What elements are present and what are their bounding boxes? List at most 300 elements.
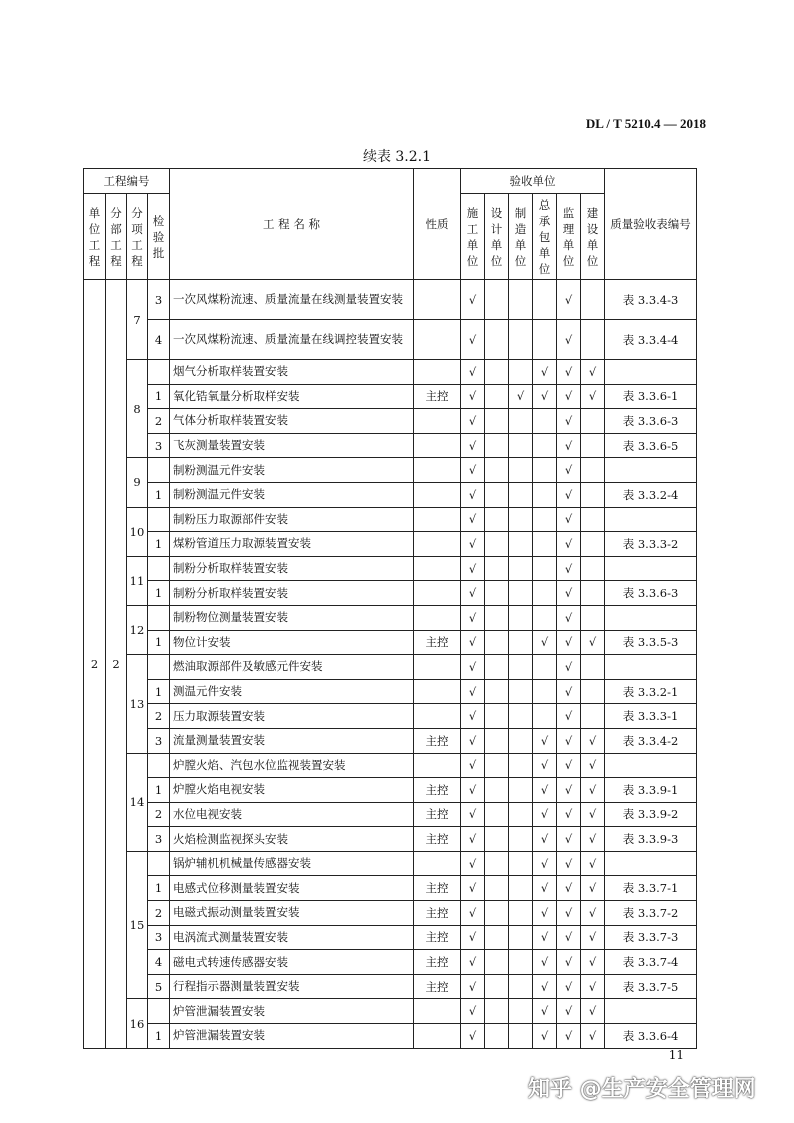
item-project-cell: 12 [127,605,148,654]
construction-check-cell: √ [461,753,485,778]
table-row [84,901,697,926]
nature-cell [414,280,461,320]
inspection-lot-cell [148,556,170,581]
table-row [84,851,697,876]
form-no-cell [605,655,697,680]
form-no-cell: 表 3.3.7-1 [605,876,697,901]
owner-check-cell [581,556,605,581]
construction-check-cell: √ [461,876,485,901]
acceptance-table [83,168,697,1049]
inspection-lot-cell [148,360,170,385]
manufacturer-check-cell [509,630,533,655]
manufacturer-check-cell [509,655,533,680]
design-check-cell [485,704,509,729]
nature-cell [414,605,461,630]
general-contractor-check-cell [533,704,557,729]
form-no-cell [605,458,697,483]
general-contractor-check-cell: √ [533,999,557,1024]
inspection-lot-cell [148,605,170,630]
header-unit-project: 单 位 工 程 [84,194,106,280]
supervision-check-cell: √ [557,827,581,852]
manufacturer-check-cell [509,778,533,803]
owner-check-cell: √ [581,974,605,999]
design-check-cell [485,679,509,704]
nature-cell: 主控 [414,925,461,950]
general-contractor-check-cell: √ [533,827,557,852]
owner-check-cell [581,532,605,557]
project-name-cell: 制粉分析取样装置安装 [170,556,414,581]
nature-cell: 主控 [414,876,461,901]
table-row [84,802,697,827]
design-check-cell [485,507,509,532]
table-row [84,1024,697,1049]
general-contractor-check-cell: √ [533,901,557,926]
table-row [84,384,697,409]
construction-check-cell: √ [461,999,485,1024]
project-name-cell: 测温元件安装 [170,679,414,704]
table-row [84,532,697,557]
header-inspection-lot: 检 验 批 [148,194,170,280]
design-check-cell [485,655,509,680]
owner-check-cell [581,507,605,532]
construction-check-cell: √ [461,1024,485,1049]
project-name-cell: 制粉物位测量装置安装 [170,605,414,630]
general-contractor-check-cell: √ [533,950,557,975]
nature-cell [414,360,461,385]
manufacturer-check-cell [509,581,533,606]
nature-cell: 主控 [414,974,461,999]
table-row [84,925,697,950]
design-check-cell [485,581,509,606]
construction-check-cell: √ [461,728,485,753]
inspection-lot-cell: 1 [148,876,170,901]
form-no-cell: 表 3.3.6-4 [605,1024,697,1049]
project-name-cell: 炉管泄漏装置安装 [170,1024,414,1049]
form-no-cell [605,605,697,630]
general-contractor-check-cell [533,507,557,532]
project-name-cell: 制粉测温元件安装 [170,482,414,507]
table-row [84,409,697,434]
owner-check-cell [581,679,605,704]
supervision-check-cell: √ [557,630,581,655]
construction-check-cell: √ [461,360,485,385]
design-check-cell [485,433,509,458]
manufacturer-check-cell: √ [509,384,533,409]
construction-check-cell: √ [461,556,485,581]
design-check-cell [485,851,509,876]
table-title: 续表 3.2.1 [362,149,432,165]
supervision-check-cell: √ [557,280,581,320]
unit-project-cell: 2 [84,280,106,1049]
inspection-lot-cell: 1 [148,679,170,704]
form-no-cell [605,999,697,1024]
inspection-lot-cell [148,507,170,532]
construction-check-cell: √ [461,950,485,975]
supervision-check-cell: √ [557,360,581,385]
manufacturer-check-cell [509,827,533,852]
form-no-cell: 表 3.3.6-5 [605,433,697,458]
item-project-cell: 16 [127,999,148,1048]
watermark: 知乎 @生产安全管理网 [528,1077,756,1102]
construction-check-cell: √ [461,605,485,630]
general-contractor-check-cell [533,433,557,458]
construction-check-cell: √ [461,482,485,507]
inspection-lot-cell: 3 [148,925,170,950]
table-row [84,482,697,507]
inspection-lot-cell: 1 [148,581,170,606]
form-no-cell: 表 3.3.7-5 [605,974,697,999]
general-contractor-check-cell [533,532,557,557]
project-name-cell: 气体分析取样装置安装 [170,409,414,434]
owner-check-cell: √ [581,876,605,901]
supervision-check-cell: √ [557,433,581,458]
header-form-no: 质量验收表编号 [605,169,697,280]
inspection-lot-cell: 3 [148,280,170,320]
nature-cell [414,433,461,458]
table-row [84,827,697,852]
inspection-lot-cell: 2 [148,409,170,434]
owner-check-cell [581,320,605,360]
project-name-cell: 电涡流式测量装置安装 [170,925,414,950]
manufacturer-check-cell [509,802,533,827]
nature-cell: 主控 [414,802,461,827]
form-no-cell [605,753,697,778]
manufacturer-check-cell [509,925,533,950]
item-project-cell: 7 [127,280,148,360]
supervision-check-cell: √ [557,581,581,606]
supervision-check-cell: √ [557,753,581,778]
form-no-cell: 表 3.3.2-4 [605,482,697,507]
table-row [84,704,697,729]
manufacturer-check-cell [509,1024,533,1049]
general-contractor-check-cell [533,409,557,434]
project-name-cell: 一次风煤粉流速、质量流量在线调控装置安装 [170,320,414,360]
construction-check-cell: √ [461,704,485,729]
form-no-cell: 表 3.3.2-1 [605,679,697,704]
general-contractor-check-cell [533,556,557,581]
construction-check-cell: √ [461,458,485,483]
general-contractor-check-cell [533,458,557,483]
table-row [84,950,697,975]
form-no-cell: 表 3.3.9-2 [605,802,697,827]
supervision-check-cell: √ [557,901,581,926]
construction-check-cell: √ [461,280,485,320]
project-name-cell: 一次风煤粉流速、质量流量在线测量装置安装 [170,280,414,320]
table-row [84,433,697,458]
design-check-cell [485,876,509,901]
table-row [84,999,697,1024]
general-contractor-check-cell: √ [533,630,557,655]
project-name-cell: 水位电视安装 [170,802,414,827]
owner-check-cell: √ [581,901,605,926]
construction-check-cell: √ [461,679,485,704]
nature-cell [414,704,461,729]
construction-check-cell: √ [461,827,485,852]
general-contractor-check-cell: √ [533,851,557,876]
construction-check-cell: √ [461,778,485,803]
owner-check-cell: √ [581,851,605,876]
design-check-cell [485,630,509,655]
nature-cell [414,320,461,360]
general-contractor-check-cell: √ [533,802,557,827]
form-no-cell: 表 3.3.9-1 [605,778,697,803]
design-check-cell [485,827,509,852]
table-row [84,556,697,581]
item-project-cell: 14 [127,753,148,851]
table-row [84,280,697,320]
supervision-check-cell: √ [557,679,581,704]
general-contractor-check-cell: √ [533,728,557,753]
table-row [84,679,697,704]
general-contractor-check-cell [533,605,557,630]
owner-check-cell: √ [581,827,605,852]
manufacturer-check-cell [509,974,533,999]
project-name-cell: 氧化锆氧量分析取样安装 [170,384,414,409]
general-contractor-check-cell [533,280,557,320]
table-row [84,581,697,606]
design-check-cell [485,802,509,827]
form-no-cell: 表 3.3.5-3 [605,630,697,655]
construction-check-cell: √ [461,507,485,532]
form-no-cell: 表 3.3.3-1 [605,704,697,729]
general-contractor-check-cell: √ [533,360,557,385]
supervision-check-cell: √ [557,482,581,507]
nature-cell: 主控 [414,950,461,975]
construction-check-cell: √ [461,532,485,557]
inspection-lot-cell: 4 [148,320,170,360]
supervision-check-cell: √ [557,384,581,409]
supervision-check-cell: √ [557,532,581,557]
nature-cell [414,458,461,483]
construction-check-cell: √ [461,320,485,360]
item-project-cell: 8 [127,360,148,458]
construction-check-cell: √ [461,581,485,606]
owner-check-cell: √ [581,384,605,409]
supervision-check-cell: √ [557,458,581,483]
manufacturer-check-cell [509,433,533,458]
construction-check-cell: √ [461,901,485,926]
supervision-check-cell: √ [557,409,581,434]
owner-check-cell: √ [581,950,605,975]
general-contractor-check-cell: √ [533,1024,557,1049]
table-row [84,876,697,901]
manufacturer-check-cell [509,753,533,778]
design-check-cell [485,728,509,753]
inspection-lot-cell: 3 [148,433,170,458]
nature-cell [414,655,461,680]
manufacturer-check-cell [509,901,533,926]
inspection-lot-cell: 1 [148,630,170,655]
table-row [84,458,697,483]
inspection-lot-cell: 2 [148,704,170,729]
owner-check-cell: √ [581,925,605,950]
supervision-check-cell: √ [557,999,581,1024]
supervision-check-cell: √ [557,876,581,901]
construction-check-cell: √ [461,655,485,680]
nature-cell: 主控 [414,827,461,852]
general-contractor-check-cell [533,320,557,360]
form-no-cell [605,507,697,532]
table-row [84,320,697,360]
document-code: DL / T 5210.4 — 2018 [585,116,706,131]
inspection-lot-cell: 3 [148,827,170,852]
general-contractor-check-cell: √ [533,384,557,409]
item-project-cell: 10 [127,507,148,556]
nature-cell [414,851,461,876]
table-row [84,655,697,680]
manufacturer-check-cell [509,679,533,704]
supervision-check-cell: √ [557,320,581,360]
nature-cell [414,1024,461,1049]
design-check-cell [485,778,509,803]
inspection-lot-cell: 1 [148,1024,170,1049]
construction-check-cell: √ [461,974,485,999]
inspection-lot-cell: 3 [148,728,170,753]
owner-check-cell [581,655,605,680]
supervision-check-cell: √ [557,605,581,630]
design-check-cell [485,458,509,483]
manufacturer-check-cell [509,482,533,507]
general-contractor-check-cell: √ [533,925,557,950]
design-check-cell [485,605,509,630]
manufacturer-check-cell [509,728,533,753]
form-no-cell: 表 3.3.4-3 [605,280,697,320]
form-no-cell: 表 3.3.4-2 [605,728,697,753]
construction-check-cell: √ [461,433,485,458]
inspection-lot-cell: 1 [148,482,170,507]
form-no-cell [605,556,697,581]
design-check-cell [485,901,509,926]
project-name-cell: 锅炉辅机机械量传感器安装 [170,851,414,876]
inspection-lot-cell: 1 [148,778,170,803]
header-general-contractor: 总 承 包 单 位 [533,194,557,280]
project-name-cell: 煤粉管道压力取源装置安装 [170,532,414,557]
table-row [84,507,697,532]
construction-check-cell: √ [461,851,485,876]
design-check-cell [485,974,509,999]
manufacturer-check-cell [509,409,533,434]
owner-check-cell [581,280,605,320]
design-check-cell [485,360,509,385]
nature-cell [414,999,461,1024]
manufacturer-check-cell [509,320,533,360]
design-check-cell [485,1024,509,1049]
general-contractor-check-cell [533,482,557,507]
owner-check-cell [581,409,605,434]
design-check-cell [485,384,509,409]
project-name-cell: 压力取源装置安装 [170,704,414,729]
manufacturer-check-cell [509,704,533,729]
design-check-cell [485,753,509,778]
project-name-cell: 电感式位移测量装置安装 [170,876,414,901]
inspection-lot-cell: 1 [148,384,170,409]
nature-cell [414,679,461,704]
nature-cell: 主控 [414,728,461,753]
manufacturer-check-cell [509,950,533,975]
table-row [84,974,697,999]
general-contractor-check-cell [533,655,557,680]
header-construction: 施 工 单 位 [461,194,485,280]
supervision-check-cell: √ [557,728,581,753]
supervision-check-cell: √ [557,950,581,975]
general-contractor-check-cell [533,581,557,606]
design-check-cell [485,925,509,950]
construction-check-cell: √ [461,409,485,434]
manufacturer-check-cell [509,876,533,901]
owner-check-cell: √ [581,728,605,753]
owner-check-cell: √ [581,999,605,1024]
supervision-check-cell: √ [557,974,581,999]
manufacturer-check-cell [509,556,533,581]
nature-cell [414,556,461,581]
form-no-cell: 表 3.3.7-3 [605,925,697,950]
table-row [84,778,697,803]
construction-check-cell: √ [461,925,485,950]
table-row [84,728,697,753]
owner-check-cell [581,458,605,483]
form-no-cell: 表 3.3.6-3 [605,581,697,606]
header-project-code: 工程编号 [84,169,170,194]
owner-check-cell: √ [581,360,605,385]
header-manufacturer: 制 造 单 位 [509,194,533,280]
form-no-cell [605,851,697,876]
nature-cell [414,482,461,507]
construction-check-cell: √ [461,384,485,409]
manufacturer-check-cell [509,507,533,532]
supervision-check-cell: √ [557,704,581,729]
owner-check-cell: √ [581,630,605,655]
form-no-cell: 表 3.3.6-1 [605,384,697,409]
owner-check-cell [581,605,605,630]
project-name-cell: 电磁式振动测量装置安装 [170,901,414,926]
design-check-cell [485,280,509,320]
supervision-check-cell: √ [557,655,581,680]
item-project-cell: 15 [127,851,148,999]
manufacturer-check-cell [509,999,533,1024]
design-check-cell [485,320,509,360]
form-no-cell: 表 3.3.9-3 [605,827,697,852]
inspection-lot-cell: 2 [148,901,170,926]
general-contractor-check-cell: √ [533,876,557,901]
owner-check-cell: √ [581,778,605,803]
project-name-cell: 制粉分析取样装置安装 [170,581,414,606]
supervision-check-cell: √ [557,1024,581,1049]
general-contractor-check-cell [533,679,557,704]
header-design: 设 计 单 位 [485,194,509,280]
header-project-name: 工 程 名 称 [170,169,414,280]
project-name-cell: 烟气分析取样装置安装 [170,360,414,385]
inspection-lot-cell: 4 [148,950,170,975]
inspection-lot-cell: 5 [148,974,170,999]
supervision-check-cell: √ [557,925,581,950]
manufacturer-check-cell [509,851,533,876]
project-name-cell: 燃油取源部件及敏感元件安装 [170,655,414,680]
item-project-cell: 9 [127,458,148,507]
manufacturer-check-cell [509,360,533,385]
project-name-cell: 火焰检测监视探头安装 [170,827,414,852]
owner-check-cell [581,704,605,729]
supervision-check-cell: √ [557,507,581,532]
design-check-cell [485,532,509,557]
manufacturer-check-cell [509,458,533,483]
construction-check-cell: √ [461,802,485,827]
construction-check-cell: √ [461,630,485,655]
division-project-cell: 2 [106,280,127,1049]
project-name-cell: 制粉测温元件安装 [170,458,414,483]
nature-cell: 主控 [414,901,461,926]
owner-check-cell [581,581,605,606]
project-name-cell: 炉膛火焰、汽包水位监视装置安装 [170,753,414,778]
